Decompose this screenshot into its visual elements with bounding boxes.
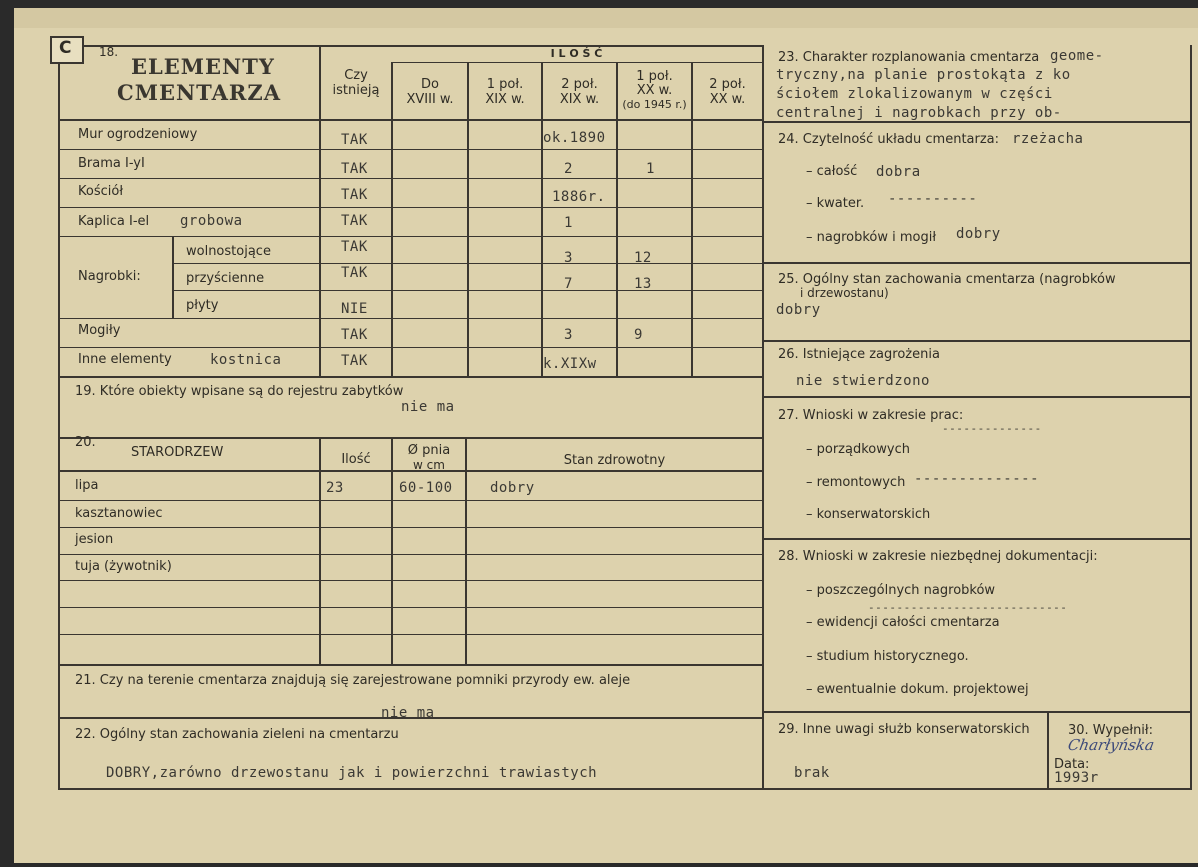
value-brama-1pol-xx: 1: [646, 161, 655, 177]
value-kaplica-2pol-xix: 1: [564, 215, 573, 231]
czy-line2: istnieją: [332, 83, 380, 98]
rule: [467, 62, 469, 377]
value-inne-2pol-xix: k.XIXw: [543, 356, 597, 372]
section-number: 18.: [99, 45, 119, 59]
rule: [58, 580, 762, 581]
tree-fi-lipa: 60-100: [399, 480, 453, 496]
elements-title-line1: ELEMENTY: [131, 54, 275, 79]
s29-label: 29. Inne uwagi służb konserwatorskich: [778, 722, 1030, 737]
exists-mur: TAK: [341, 132, 368, 148]
s28-nagrobkow-dash: ----------------------------: [868, 601, 1068, 614]
s23-line3: ściołem zlokalizowanym w części: [776, 86, 1053, 102]
rule: [58, 607, 762, 608]
rule: [58, 527, 762, 528]
s24-value: rzeżacha: [1012, 131, 1084, 147]
s23-line1: geome-: [1050, 48, 1104, 64]
s27-konserwatorskich: – konserwatorskich: [806, 507, 931, 522]
row-label-mur: Mur ogrodzeniowy: [78, 127, 198, 142]
rule: [58, 437, 762, 439]
s24-calosc-label: – całość: [806, 164, 858, 179]
s21-value: nie ma: [381, 705, 435, 721]
rule: [691, 62, 693, 377]
value-przyscienne-2pol-xix: 7: [564, 276, 573, 292]
col-l2: XVIII w.: [406, 92, 454, 107]
s30-label: 30. Wypełnił:: [1068, 723, 1153, 738]
s20-col-stan: Stan zdrowotny: [563, 453, 666, 468]
value-przyscienne-1pol-xx: 13: [634, 276, 652, 292]
rule: [762, 396, 1192, 398]
rule: [58, 318, 762, 319]
rule: [172, 236, 174, 319]
rule: [319, 437, 321, 665]
s24-nagrobki-value: dobry: [956, 226, 1001, 242]
rule: [1190, 45, 1192, 790]
s28-projektowej: – ewentualnie dokum. projektowej: [806, 682, 1029, 697]
col-l1: 1 poł.: [636, 69, 673, 84]
col-header-2pol-xix: [543, 77, 616, 107]
s19-label: 19. Które obiekty wpisane są do rejestru zabytków: [75, 384, 404, 399]
s23-line4: centralnej i nagrobkach przy ob-: [776, 105, 1062, 121]
value-mogily-1pol-xx: 9: [634, 327, 643, 343]
s27-porzadkowych: – porządkowych: [806, 442, 910, 457]
s24-kwater-value: ----------: [888, 191, 978, 207]
s24-calosc-value: dobra: [876, 164, 921, 180]
s25-value: dobry: [776, 302, 821, 318]
s26-label: 26. Istniejące zagrożenia: [778, 347, 940, 362]
rule: [541, 62, 543, 377]
rule: [58, 664, 762, 666]
rule: [465, 437, 467, 665]
rule: [58, 178, 762, 179]
col-l1: Do: [421, 77, 439, 92]
s19-value: nie ma: [401, 399, 455, 415]
s23-line2: tryczny,na planie prostokąta z ko: [776, 67, 1071, 83]
rule: [58, 554, 762, 555]
col-l3: (do 1945 r.): [622, 98, 687, 111]
row-label-wolnostojace: wolnostojące: [186, 244, 271, 259]
fi-l2: w cm: [413, 458, 445, 472]
row-label-plyty: płyty: [186, 298, 219, 313]
value-kaplica-type: grobowa: [180, 213, 243, 229]
s30-date: 1993r: [1054, 770, 1099, 786]
s22-value: DOBRY,zarówno drzewostanu jak i powierzchni trawiastych: [106, 765, 598, 781]
s28-ewidencji: – ewidencji całości cmentarza: [806, 615, 1000, 630]
rule: [58, 149, 762, 150]
tree-ilosc-lipa: 23: [326, 480, 344, 496]
col-header-2pol-xx: [693, 77, 762, 107]
row-label-inne: Inne elementy: [78, 352, 172, 367]
s30-date-label: Data:: [1054, 757, 1090, 772]
col-header-1pol-xx: [618, 70, 691, 112]
rule: [762, 45, 764, 790]
rule: [58, 634, 762, 635]
row-label-kaplica: Kaplica I-el: [78, 214, 150, 229]
rule: [58, 207, 762, 208]
fi-l1: Ø pnia: [407, 443, 451, 458]
row-label-brama: Brama I-yI: [78, 156, 145, 171]
value-kosciol-2pol-xix: 1886r.: [552, 189, 606, 205]
row-label-przyscienne: przyścienne: [186, 271, 265, 286]
s20-title: STARODRZEW: [131, 445, 224, 460]
s20-col-fi: [393, 443, 465, 473]
s27-remontowych: – remontowych: [806, 475, 906, 490]
s24-nagrobki-label: – nagrobków i mogił: [806, 230, 937, 245]
s21-label: 21. Czy na terenie cmentarza znajdują się zarejestrowane pomniki przyrody ew. aleje: [75, 673, 631, 688]
rule: [58, 500, 762, 501]
value-brama-2pol-xix: 2: [564, 161, 573, 177]
rule: [58, 236, 762, 237]
col-l2: XIX w.: [485, 92, 525, 107]
col-l1: 1 poł.: [486, 77, 524, 92]
col-l1: 2 poł.: [709, 77, 746, 92]
exists-brama: TAK: [341, 161, 368, 177]
s25-label-l2: i drzewostanu): [800, 286, 889, 300]
rule: [391, 62, 762, 63]
exists-kosciol: TAK: [341, 187, 368, 203]
exists-mogily: TAK: [341, 327, 368, 343]
rule: [58, 119, 762, 121]
value-wolnostojace-1pol-xx: 12: [634, 250, 652, 266]
col-header-1pol-xix: [469, 77, 541, 107]
s24-kwater-label: – kwater.: [806, 196, 865, 211]
exists-plyty: NIE: [341, 301, 368, 317]
rule: [1047, 711, 1049, 790]
elements-title-line2: CMENTARZA: [117, 80, 282, 105]
tree-name-tuja: tuja (żywotnik): [75, 559, 172, 574]
col-header-do-xviii: [393, 77, 467, 107]
czy-line1: Czy: [344, 68, 368, 83]
s23-label: 23. Charakter rozplanowania cmentarza: [778, 50, 1040, 65]
rule: [762, 340, 1192, 342]
s26-value: nie stwierdzono: [796, 373, 930, 389]
s27-dash-top: --------------: [942, 422, 1042, 435]
s20-col-ilosc: Ilość: [341, 452, 371, 467]
exists-przyscienne: TAK: [341, 265, 368, 281]
col-l1: 2 poł.: [561, 77, 598, 92]
row-label-mogily: Mogiły: [78, 323, 121, 338]
s30-signature: Charłyńska: [1066, 736, 1156, 754]
s29-value: brak: [794, 765, 830, 781]
s25-label-l1: 25. Ogólny stan zachowania cmentarza (nagrobków: [778, 272, 1116, 287]
tree-name-jesion: jesion: [75, 532, 114, 547]
rule: [58, 347, 762, 348]
col-l2: XX w.: [709, 92, 746, 107]
s27-remontowych-dash: --------------: [914, 471, 1040, 487]
row-label-nagrobki: Nagrobki:: [78, 269, 141, 284]
rule: [762, 121, 1192, 123]
col-l2: XIX w.: [559, 92, 600, 107]
value-mur-2pol-xix: ok.1890: [543, 130, 606, 146]
row-label-kosciol: Kościół: [78, 184, 124, 199]
ilosc-header: I L O Ś Ć: [550, 47, 603, 60]
s27-label: 27. Wnioski w zakresie prac:: [778, 408, 964, 423]
rule: [762, 711, 1192, 713]
rule: [58, 788, 1192, 790]
s22-label: 22. Ogólny stan zachowania zieleni na cmentarzu: [75, 727, 399, 742]
tree-stan-lipa: dobry: [490, 480, 535, 496]
czy-istnieja-header: [321, 68, 391, 98]
exists-wolnostojace: TAK: [341, 239, 368, 255]
rule: [391, 62, 393, 377]
section-letter: C: [59, 38, 72, 58]
rule: [58, 45, 60, 790]
exists-inne: TAK: [341, 353, 368, 369]
value-wolnostojace-2pol-xix: 3: [564, 250, 573, 266]
rule: [762, 538, 1192, 540]
s28-nagrobkow: – poszczególnych nagrobków: [806, 583, 996, 598]
s24-label: 24. Czytelność układu cmentarza:: [778, 132, 1000, 147]
s20-number: 20.: [75, 435, 96, 450]
value-mogily-2pol-xix: 3: [564, 327, 573, 343]
tree-name-lipa: lipa: [75, 478, 99, 493]
rule: [762, 262, 1192, 264]
s28-label: 28. Wnioski w zakresie niezbędnej dokumentacji:: [778, 549, 1098, 564]
rule: [58, 376, 762, 378]
tree-name-kasztanowiec: kasztanowiec: [75, 506, 163, 521]
exists-kaplica: TAK: [341, 213, 368, 229]
col-l2: XX w.: [636, 83, 673, 98]
s28-studium: – studium historycznego.: [806, 649, 969, 664]
value-inne-type: kostnica: [210, 352, 282, 368]
